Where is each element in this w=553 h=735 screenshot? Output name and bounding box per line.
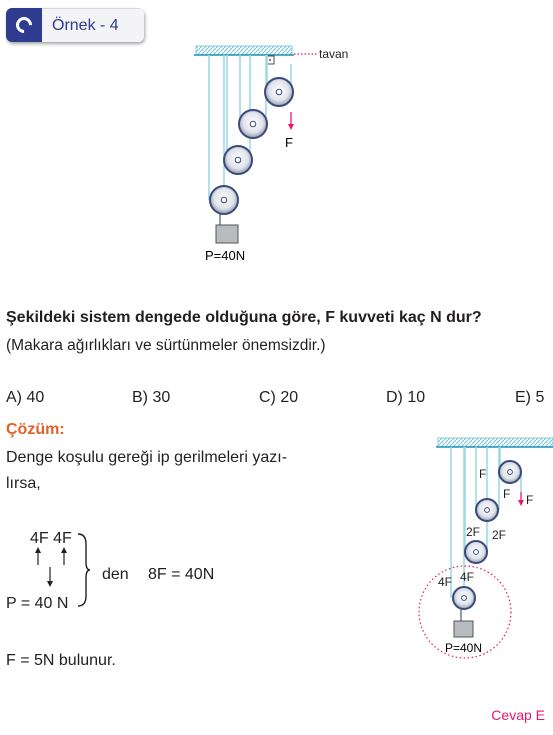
force-label: F — [526, 493, 534, 507]
force-label: F — [285, 135, 293, 150]
load-value: P = 40 N — [6, 595, 69, 612]
tension-label: 2F — [466, 525, 481, 539]
down-arrow-icon — [47, 567, 53, 587]
tension-label: 4F — [460, 570, 475, 584]
pulley — [239, 110, 267, 138]
circle-arrow-icon — [6, 8, 42, 42]
force-arrow-icon — [288, 112, 294, 130]
result: F = 5N bulunur. — [6, 652, 116, 669]
tension-label: 4F — [438, 575, 453, 589]
option-a[interactable]: A) 40 — [6, 389, 45, 406]
weight-block — [454, 621, 473, 637]
pulley — [210, 186, 238, 214]
solution-line-1: Denge koşulu gereği ip gerilmeleri yazı- — [6, 449, 288, 466]
force-arrow-icon — [518, 492, 524, 506]
ceiling — [436, 438, 553, 447]
pulley — [465, 541, 487, 563]
solution-pulley-figure — [408, 432, 553, 664]
example-label: Örnek - 4 — [42, 8, 144, 42]
tension-values: 4F 4F — [30, 530, 72, 547]
solution-heading: Çözüm: — [6, 421, 65, 438]
up-arrow-icon — [35, 547, 41, 565]
right-brace — [76, 532, 92, 608]
pulley — [476, 499, 498, 521]
option-e[interactable]: E) 5 — [515, 389, 545, 406]
ceiling — [194, 46, 294, 55]
up-arrow-icon — [61, 547, 67, 565]
weight-label: P=40N — [205, 248, 246, 263]
tension-label: F — [503, 487, 511, 501]
pulley-figure — [180, 40, 360, 265]
tension-label: 2F — [492, 528, 507, 542]
weight-label: P=40N — [445, 641, 483, 655]
solution-line-2: lırsa, — [6, 475, 41, 492]
weight-block — [216, 225, 238, 243]
equation: 8F = 40N — [148, 566, 215, 583]
option-c[interactable]: C) 20 — [259, 389, 299, 406]
pulley — [453, 587, 475, 609]
equation-prefix: den — [102, 566, 129, 583]
pulley — [224, 146, 252, 174]
answer-label: Cevap E — [491, 707, 545, 723]
option-d[interactable]: D) 10 — [386, 389, 426, 406]
question-text: Şekildeki sistem dengede olduğuna göre, F kuvveti kaç N dur? — [6, 309, 482, 326]
pulley — [265, 78, 293, 106]
option-b[interactable]: B) 30 — [132, 389, 171, 406]
example-badge — [6, 8, 144, 42]
question-note: (Makara ağırlıkları ve sürtünmeler önemsizdir.) — [6, 337, 326, 354]
tension-label: F — [479, 467, 487, 481]
ceiling-label: tavan — [319, 47, 349, 61]
pulley — [499, 461, 521, 483]
